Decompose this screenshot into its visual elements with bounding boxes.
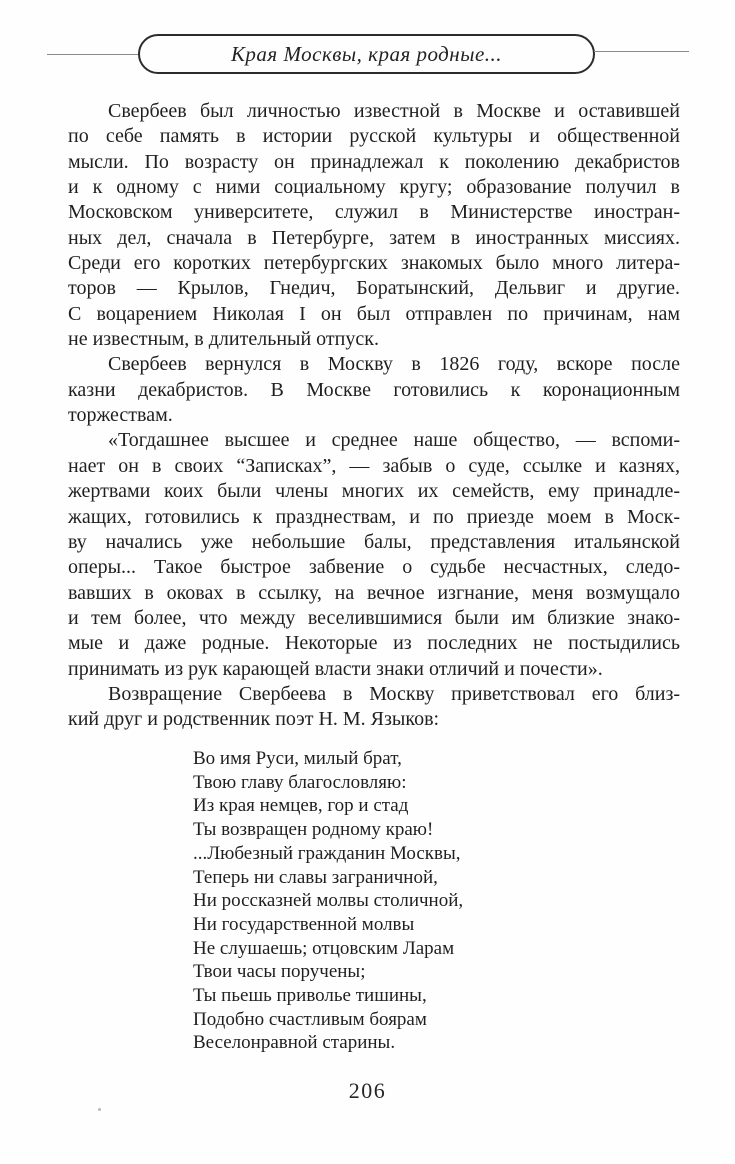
body-line: торжествам. <box>68 404 173 427</box>
page-number: 206 <box>348 1078 387 1103</box>
body-line: жертвами коих были члены многих их семейств, ему принадле- <box>68 480 680 503</box>
chapter-title-box <box>138 34 595 74</box>
paragraph <box>68 352 680 428</box>
body-line: торов — Крылов, Гнедич, Боратынский, Дельвиг и другие. <box>68 277 680 300</box>
poem-line: Ни государственной молвы <box>193 913 415 935</box>
poem-line: ...Любезный гражданин Москвы, <box>193 842 461 864</box>
body-line: нает он в своих “Записках”, — забыв о суде, ссылке и казнях, <box>68 454 680 477</box>
body-line: мые и даже родные. Некоторые из последних не постыдились <box>68 632 680 655</box>
chapter-title: Края Москвы, края родные... <box>230 41 503 66</box>
body-line: не известным, в длительный отпуск. <box>68 328 379 351</box>
paragraph <box>68 99 680 352</box>
body-line: оперы... Такое быстрое забвение о судьбе несчастных, следо- <box>68 556 680 579</box>
body-line: Московском университете, служил в Министерстве иностран- <box>68 201 680 224</box>
body-line: Среди его коротких петербургских знакомых было много литера- <box>68 252 680 275</box>
body-line: ных дел, сначала в Петербурге, затем в иностранных миссиях. <box>68 226 680 249</box>
poem-line: Теперь ни славы заграничной, <box>193 866 438 888</box>
body-line: принимать из рук карающей власти знаки отличий и почести». <box>68 657 603 680</box>
header-rule-right <box>594 51 689 52</box>
paragraph <box>68 428 680 681</box>
body-line: «Тогдашнее высшее и среднее наше общество, — вспоми- <box>108 429 680 452</box>
body-line: и к одному с ними социальному кругу; образование получил в <box>68 176 680 199</box>
body-line: по себе память в истории русской культуры и общественной <box>68 125 680 148</box>
body-line: ву начались уже небольшие балы, представления итальянской <box>68 530 680 553</box>
poem-line: Не слушаешь; отцовским Ларам <box>193 937 455 959</box>
header-rule-left <box>47 54 140 55</box>
body-line: жащих, готовились к празднествам, и по приезде моем в Моск- <box>68 505 680 528</box>
poem-line: Ты возвращен родному краю! <box>193 819 434 841</box>
poem-line: Ты пьешь приволье тишины, <box>193 985 427 1007</box>
poem-block <box>193 747 613 1055</box>
body-line: С воцарением Николая I он был отправлен по причинам, нам <box>68 302 680 325</box>
body-line: и тем более, что между веселившимися были им близкие знако- <box>68 606 680 629</box>
poem-line: Твою главу благословляю: <box>193 771 407 793</box>
body-line: Свербеев вернулся в Москву в 1826 году, вскоре после <box>108 353 680 376</box>
body-line: вавших в оковах в ссылку, на вечное изгнание, меня возмущало <box>68 581 680 604</box>
scan-artifact-dot <box>98 1108 101 1111</box>
poem-line: Веселонравной старины. <box>193 1032 396 1054</box>
body-line: мысли. По возрасту он принадлежал к поколению декабристов <box>68 150 680 173</box>
poem-line: Ни россказней молвы столичной, <box>193 890 464 912</box>
body-line: Возвращение Свербеева в Москву приветствовал его близ- <box>108 682 680 705</box>
poem-line: Во имя Руси, милый брат, <box>193 748 402 769</box>
poem-line: Из края немцев, гор и стад <box>193 795 409 817</box>
body-line: кий друг и родственник поэт Н. М. Языков: <box>68 708 440 731</box>
paragraph <box>68 682 680 733</box>
body-text <box>68 99 680 733</box>
body-line: Свербеев был личностью известной в Москве и оставившей <box>108 100 680 122</box>
body-line: казни декабристов. В Москве готовились к коронационным <box>68 378 680 401</box>
poem-line: Твои часы поручены; <box>193 961 366 983</box>
poem-line: Подобно счастливым боярам <box>193 1008 427 1030</box>
